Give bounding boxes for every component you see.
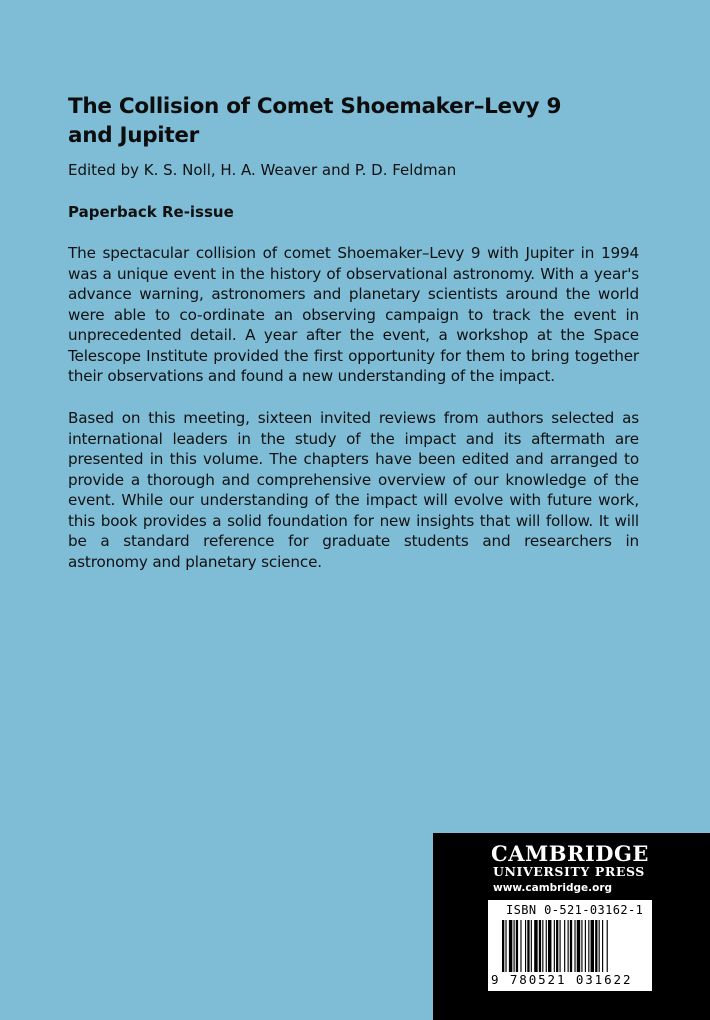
title-line-1: The Collision of Comet Shoemaker–Levy 9 bbox=[68, 94, 562, 119]
publisher-subtitle: UNIVERSITY PRESS bbox=[493, 864, 645, 879]
title-line-2: and Jupiter bbox=[68, 123, 199, 148]
publisher-name: CAMBRIDGE bbox=[491, 841, 649, 866]
barcode-label bbox=[488, 900, 652, 1002]
publisher-url: www.cambridge.org bbox=[493, 882, 613, 894]
description-paragraph-1: The spectacular collision of comet Shoemaker–Levy 9 with Jupiter in 1994 was a unique event in the history of observational astronomy. With a year's advance warning, astronomers and planetary scientists around the world were able to co-ordinate an observing campaign to track the event in unprecedented detail. A year after the event, a workshop at the Space Telescope Institute provided the first opportunity for them to bring together their observations and found a new understanding of the impact. bbox=[68, 244, 639, 385]
publisher-block bbox=[433, 833, 710, 1020]
description-paragraph-2: Based on this meeting, sixteen invited reviews from authors selected as international leaders in the study of the impact and its aftermath are presented in this volume. The chapters have been edited and arranged to provide a thorough and comprehensive overview of our knowledge of the event. While our understanding of the impact will evolve with future work, this book provides a solid foundation for new insights that will follow. It will be a standard reference for graduate students and researchers in astronomy and planetary science. bbox=[68, 409, 639, 571]
ean-digits: 9 780521 031622 > bbox=[491, 972, 633, 1002]
editors-line: Edited by K. S. Noll, H. A. Weaver and P. D. Feldman bbox=[68, 161, 457, 179]
isbn-text: ISBN 0-521-03162-1 bbox=[506, 903, 644, 917]
book-title bbox=[68, 92, 668, 150]
edition-label: Paperback Re-issue bbox=[68, 203, 234, 221]
barcode-icon bbox=[502, 920, 642, 972]
